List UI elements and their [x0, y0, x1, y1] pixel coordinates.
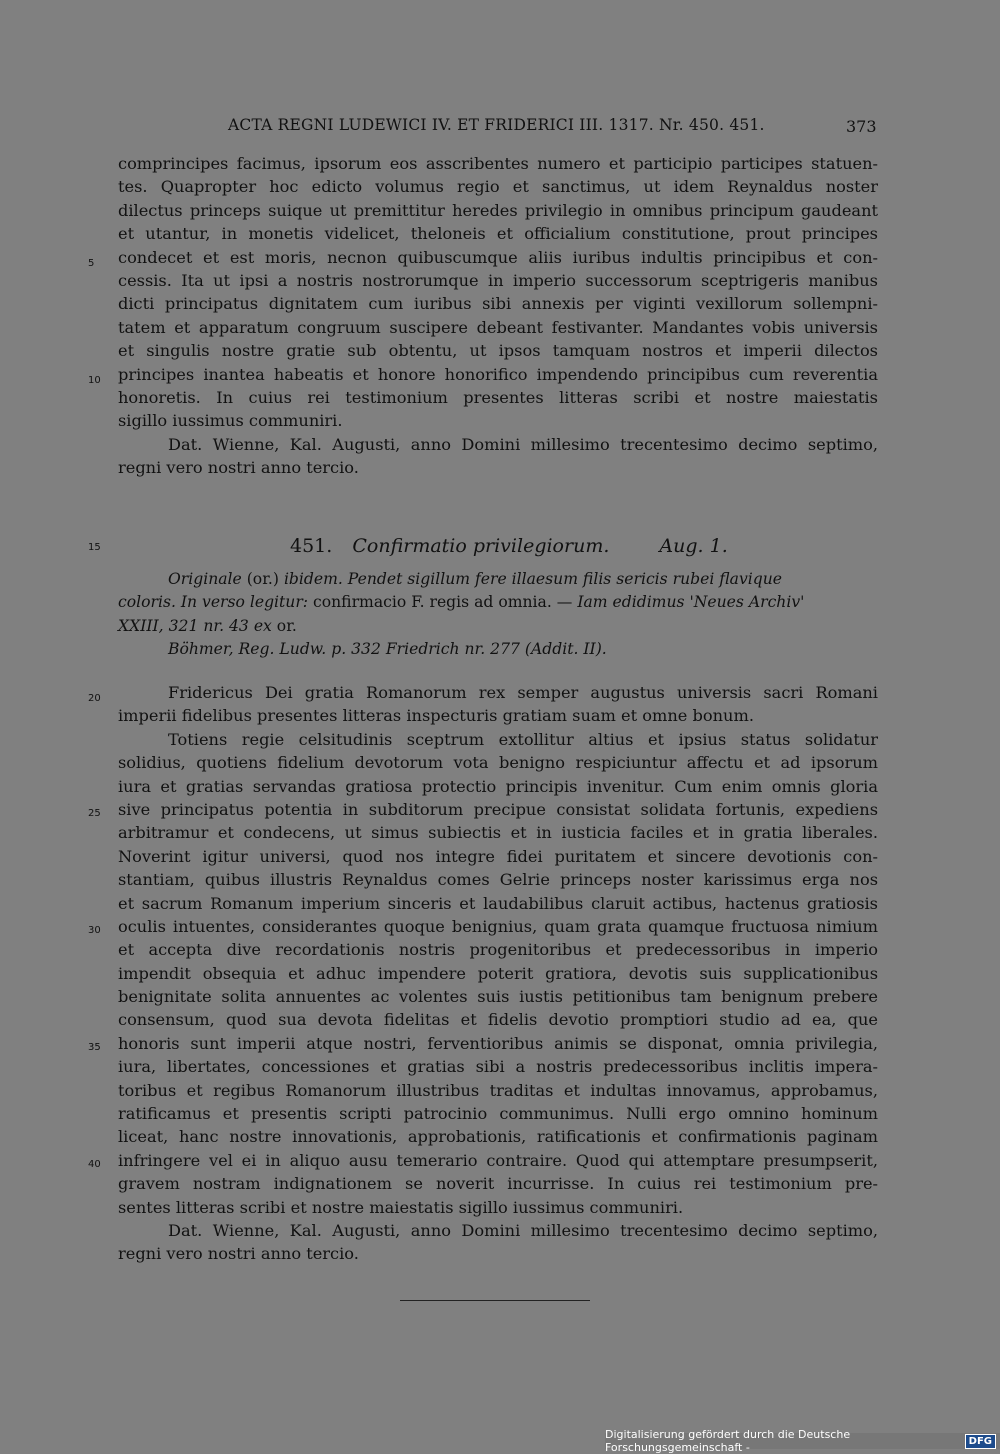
- text-line: liceat, hanc nostre innovationis, approbationis, ratificationis et confirmationis paginam: [118, 1127, 878, 1147]
- line-number: 40: [88, 1159, 101, 1170]
- doc-date: Aug. 1.: [659, 535, 728, 557]
- text-line: condecet et est moris, necnon quibuscumque aliis iuribus indultis principibus et con-: [118, 247, 878, 267]
- text-line: consensum, quod sua devota fidelitas et fidelis devotio promptiori studio ad ea, que: [118, 1010, 878, 1030]
- text-line: et sacrum Romanum imperium sinceris et laudabilibus claruit actibus, hactenus gratiosis: [118, 893, 878, 913]
- intro-line: Fridericus Dei gratia Romanorum rex semper augustus universis sacri Romani: [168, 683, 878, 702]
- source-line: coloris. In verso legitur: confirmacio F. regis ad omnia. — Iam edidimus 'Neues Archiv': [118, 593, 805, 612]
- text-line: sentes litteras scribi et nostre maiestatis sigillo iussimus communiri.: [118, 1197, 684, 1217]
- dat-line: regni vero nostri anno tercio.: [118, 458, 359, 478]
- text-line: benignitate solita annuentes ac volentes suis iustis petitionibus tam benignum prebere: [118, 987, 878, 1007]
- doc-number: 451.: [290, 535, 333, 557]
- text-line: et singulis nostre gratie sub obtentu, ut ipsos tamquam nostros et imperii dilectos: [118, 341, 878, 361]
- dat-line: regni vero nostri anno tercio.: [118, 1244, 359, 1264]
- running-head: ACTA REGNI LUDEWICI IV. ET FRIDERICI III. 1317. Nr. 450. 451.: [228, 116, 765, 134]
- doc451-heading: [290, 535, 728, 557]
- line-number: 30: [88, 925, 101, 936]
- text-line: et accepta dive recordationis nostris progenitoribus et predecessoribus in imperio: [118, 940, 878, 960]
- text-line: honoretis. In cuius rei testimonium presentes litteras scribi et nostre maiestatis: [118, 387, 878, 407]
- text-line: infringere vel ei in aliquo ausu temerario contraire. Quod qui attemptare presumpserit,: [118, 1150, 878, 1170]
- text-line: Noverint igitur universi, quod nos integre fidei puritatem et sincere devotionis con-: [118, 846, 878, 866]
- source-line: Originale (or.) ibidem. Pendet sigillum fere illaesum filis sericis rubei flavique: [168, 570, 783, 588]
- source-line: Böhmer, Reg. Ludw. p. 332 Friedrich nr. 277 (Addit. II).: [168, 640, 607, 659]
- text-line: sigillo iussimus communiri.: [118, 411, 343, 431]
- text-line: toribus et regibus Romanorum illustribus traditas et indultas innovamus, approbamus,: [118, 1080, 878, 1100]
- text-line: dicti principatus dignitatem cum iuribus sibi annexis per viginti vexillorum sollempni-: [118, 294, 878, 314]
- doc-title: Confirmatio privilegiorum.: [352, 535, 610, 557]
- line-number: 10: [88, 375, 101, 386]
- text-line: dilectus princeps suique ut premittitur heredes privilegio in omnibus principum gaudeant: [118, 200, 878, 220]
- text-line: gravem nostram indignationem se noverit incurrisse. In cuius rei testimonium pre-: [118, 1174, 878, 1194]
- text-line: honoris sunt imperii atque nostri, ferventioribus animis se disponat, omnia privilegia,: [118, 1033, 878, 1053]
- page-number: 373: [846, 117, 877, 136]
- line-number: 35: [88, 1042, 101, 1053]
- dat-line: Dat. Wienne, Kal. Augusti, anno Domini millesimo trecentesimo decimo septimo,: [168, 1220, 878, 1240]
- text-line: impendit obsequia et adhuc impendere poterit gratiora, devotis suis supplicationibus: [118, 963, 878, 983]
- text-line: oculis intuentes, considerantes quoque benignius, quam grata quamque fructuosa nimium: [118, 916, 878, 936]
- dfg-logo: DFG: [965, 1434, 996, 1449]
- text-line: cessis. Ita ut ipsi a nostris nostrorumque in imperio successorum sceptrigeris manibus: [118, 270, 878, 290]
- text-line: arbitramur et condecens, ut simus subiectis et in iusticia faciles et in gratia liberales.: [118, 823, 878, 843]
- line-number: 25: [88, 808, 101, 819]
- footer-credit: [605, 1428, 1000, 1454]
- text-line: sive principatus potentia in subditorum precipue consistat solidata fortunis, expediens: [118, 799, 878, 819]
- dat-line: Dat. Wienne, Kal. Augusti, anno Domini millesimo trecentesimo decimo septimo,: [168, 434, 878, 454]
- text-line: comprincipes facimus, ipsorum eos asscribentes numero et participio participes statuen-: [118, 154, 878, 173]
- text-line: solidius, quotiens fidelium devotorum vota benigno respiciuntur affectu et ad ipsorum: [118, 753, 878, 773]
- text-line: iura et gratias servandas gratiosa protectio principis invenitur. Cum enim omnis gloria: [118, 776, 878, 796]
- text-line: tes. Quapropter hoc edicto volumus regio et sanctimus, ut idem Reynaldus noster: [118, 177, 878, 197]
- text-line: tatem et apparatum congruum suscipere debeant festivanter. Mandantes vobis universis: [118, 317, 878, 337]
- text-line: et utantur, in monetis videlicet, theloneis et officialium constitutione, prout principes: [118, 224, 878, 244]
- footer-text: Digitalisierung gefördert durch die Deutsche Forschungsgemeinschaft -: [605, 1428, 851, 1454]
- line-number: 20: [88, 693, 101, 704]
- text-line: ratificamus et presentis scripti patrocinio communimus. Nulli ergo omnino hominum: [118, 1104, 878, 1124]
- line-number: 15: [88, 542, 101, 553]
- source-line: XXIII, 321 nr. 43 ex or.: [118, 616, 297, 635]
- doc450-text: [118, 152, 878, 479]
- text-line: iura, libertates, concessiones et gratias sibi a nostris predecessoribus inclitis impera-: [118, 1057, 878, 1077]
- end-rule: [400, 1300, 590, 1301]
- text-line: Totiens regie celsitudinis sceptrum extollitur altius et ipsius status solidatur: [168, 729, 878, 749]
- text-line: principes inantea habeatis et honore honorifico impendendo principibus cum reverentia: [118, 364, 878, 384]
- intro-line: imperii fidelibus presentes litteras inspecturis gratiam suam et omne bonum.: [118, 706, 754, 726]
- line-number: 5: [88, 258, 95, 269]
- doc451-text: [118, 681, 878, 1266]
- text-line: stantiam, quibus illustris Reynaldus comes Gelrie princeps noster karissimus erga nos: [118, 870, 878, 890]
- source-notes: [118, 568, 878, 662]
